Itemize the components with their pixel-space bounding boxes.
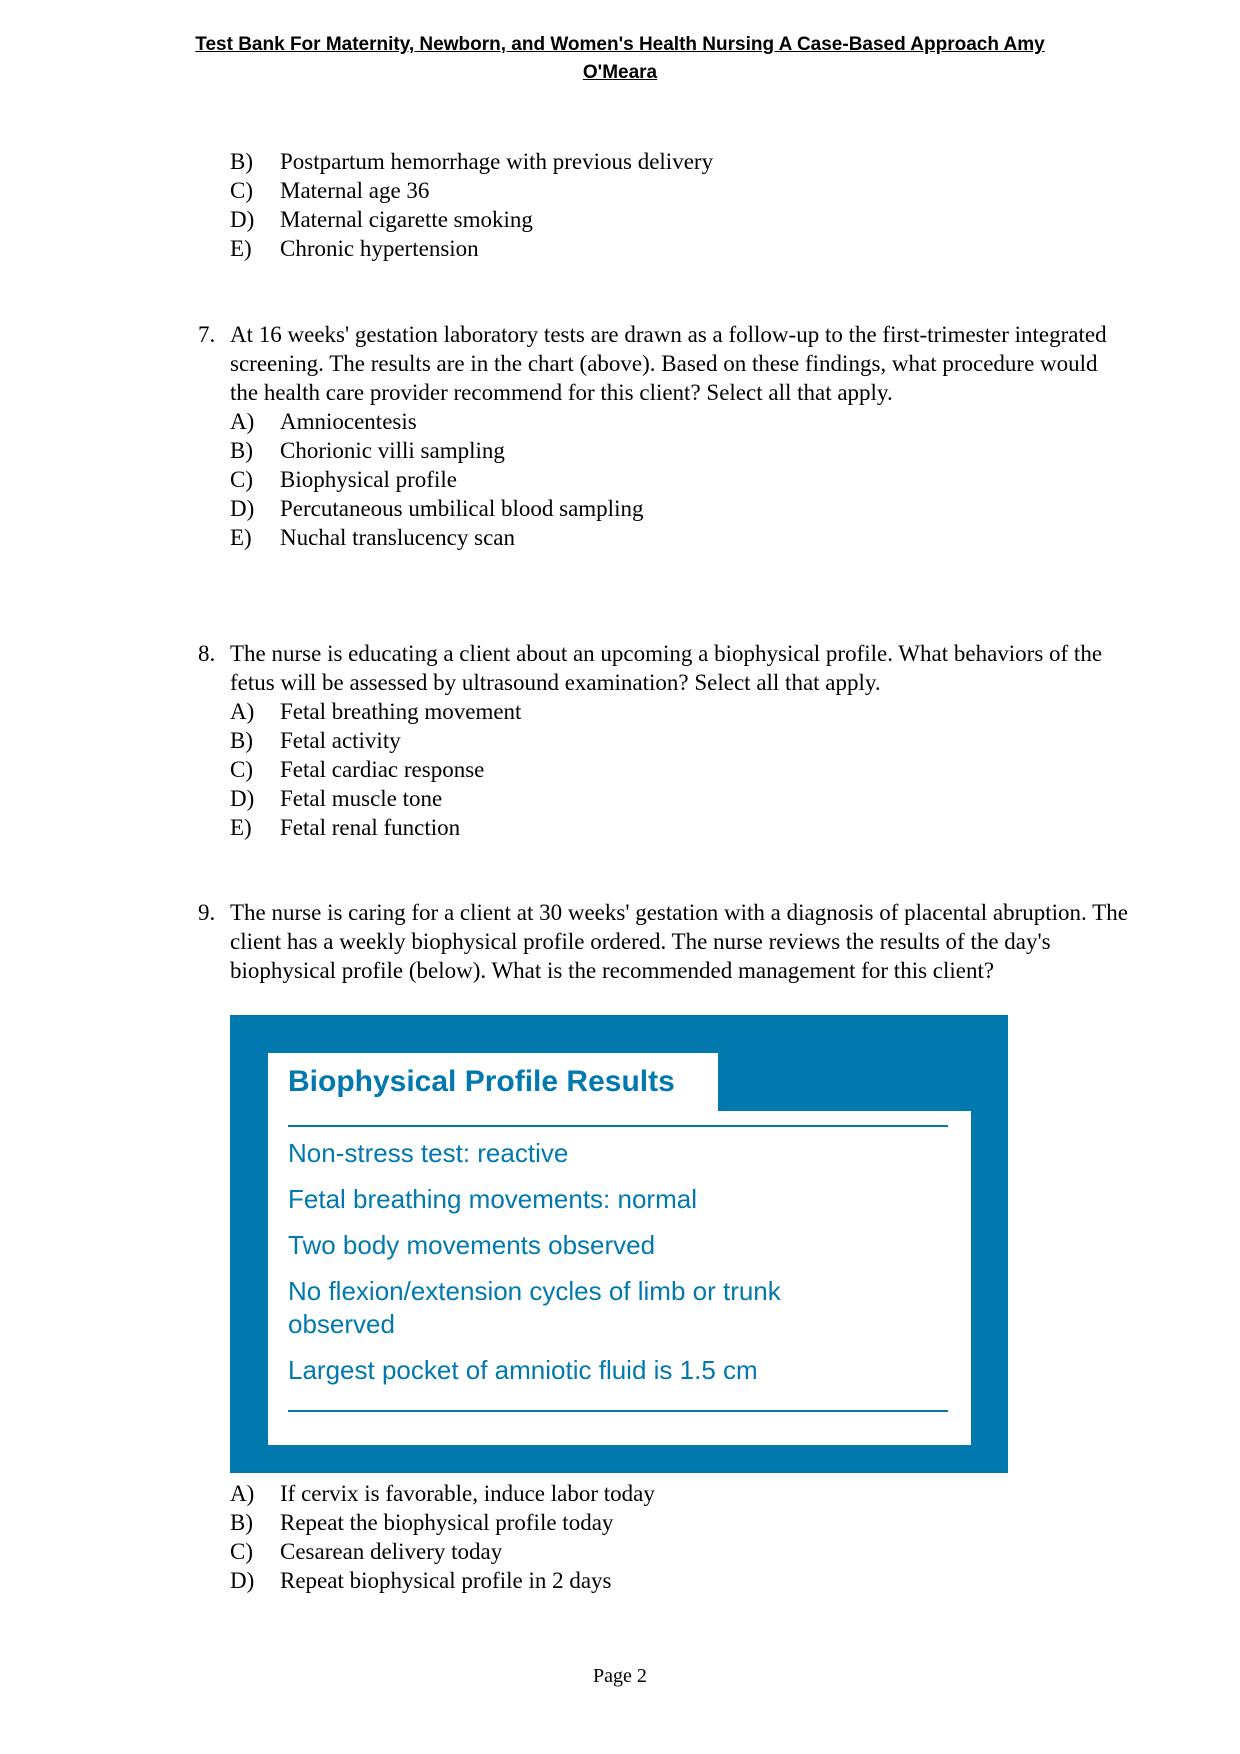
- option-letter: C): [230, 1539, 253, 1564]
- list-item: [0, 234, 1240, 263]
- option-letter: C): [230, 467, 253, 492]
- option-letter: C): [230, 757, 253, 782]
- list-item: [0, 407, 1240, 436]
- option-letter: B): [230, 728, 253, 753]
- question-text: The nurse is caring for a client at 30 weeks' gestation with a diagnosis of placental abruption. The client has a weekly biophysical profile ordered. The nurse reviews the results of the day's biophysical profile (below). What is the recommended management for this client?: [230, 900, 1128, 983]
- question-8: [0, 639, 1240, 842]
- option-letter: D): [230, 207, 255, 232]
- option-letter: A): [230, 699, 255, 724]
- list-item: [0, 813, 1240, 842]
- option-text: Percutaneous umbilical blood sampling: [280, 496, 644, 521]
- card-corner-notch: [718, 1053, 971, 1111]
- option-text: Cesarean delivery today: [280, 1539, 503, 1564]
- option-text: Maternal cigarette smoking: [280, 207, 533, 232]
- question-number: 8.: [198, 641, 216, 666]
- list-item: [0, 465, 1240, 494]
- list-item: [0, 1537, 1240, 1566]
- divider: [288, 1410, 948, 1412]
- question-number: 7.: [198, 322, 216, 347]
- question-9-options: [0, 1479, 1240, 1595]
- option-text: Fetal renal function: [280, 815, 461, 840]
- question-text: At 16 weeks' gestation laboratory tests are drawn as a follow-up to the first-trimester integrated screening. The results are in the chart (above). Based on these findings, what procedure would the health care provider recommend for this client? Select all that apply.: [230, 322, 1107, 405]
- list-item: [0, 784, 1240, 813]
- option-text: Amniocentesis: [280, 409, 417, 434]
- list-item: [0, 205, 1240, 234]
- option-text: Repeat biophysical profile in 2 days: [280, 1568, 612, 1593]
- list-item: [0, 147, 1240, 176]
- list-item: [0, 176, 1240, 205]
- option-text: Maternal age 36: [280, 178, 430, 203]
- biophysical-profile-card: [268, 1053, 971, 1445]
- option-text: Fetal activity: [280, 728, 401, 753]
- option-letter: E): [230, 815, 252, 840]
- option-text: If cervix is favorable, induce labor today: [280, 1481, 655, 1506]
- option-text: Postpartum hemorrhage with previous delivery: [280, 149, 714, 174]
- list-item: [0, 1479, 1240, 1508]
- option-letter: B): [230, 438, 253, 463]
- list-item: [0, 494, 1240, 523]
- option-text: Nuchal translucency scan: [280, 525, 516, 550]
- continued-options-list: [0, 147, 1240, 263]
- option-letter: B): [230, 149, 253, 174]
- question-text: The nurse is educating a client about an upcoming a biophysical profile. What behaviors of the fetus will be assessed by ultrasound examination? Select all that apply.: [230, 641, 1103, 695]
- option-text: Fetal muscle tone: [280, 786, 443, 811]
- document-header-title: Test Bank For Maternity, Newborn, and Women's Health Nursing A Case-Based Approach Amy O'Meara: [195, 34, 1045, 83]
- option-text: Fetal cardiac response: [280, 757, 485, 782]
- result-item: No flexion/extension cycles of limb or trunk observed: [288, 1276, 781, 1339]
- figure-title: Biophysical Profile Results: [288, 1065, 675, 1098]
- question-7: [0, 320, 1240, 552]
- option-letter: B): [230, 1510, 253, 1535]
- list-item: [0, 697, 1240, 726]
- divider: [288, 1125, 948, 1127]
- list-item: [0, 755, 1240, 784]
- question-number: 9.: [198, 900, 216, 925]
- list-item: [0, 1508, 1240, 1537]
- result-item: Non-stress test: reactive: [288, 1138, 569, 1168]
- option-letter: E): [230, 525, 252, 550]
- option-letter: E): [230, 236, 252, 261]
- biophysical-profile-figure: [230, 1015, 1008, 1473]
- option-text: Repeat the biophysical profile today: [280, 1510, 614, 1535]
- list-item: [0, 1566, 1240, 1595]
- option-letter: D): [230, 1568, 255, 1593]
- question-9: [0, 898, 1240, 985]
- list-item: [0, 726, 1240, 755]
- option-letter: D): [230, 496, 255, 521]
- option-letter: C): [230, 178, 253, 203]
- result-item: Two body movements observed: [288, 1230, 656, 1260]
- result-item: Fetal breathing movements: normal: [288, 1184, 697, 1214]
- results-list: [288, 1137, 948, 1400]
- option-letter: A): [230, 1481, 255, 1506]
- result-item: Largest pocket of amniotic fluid is 1.5 cm: [288, 1355, 758, 1385]
- option-text: Chorionic villi sampling: [280, 438, 505, 463]
- option-letter: A): [230, 409, 255, 434]
- option-text: Chronic hypertension: [280, 236, 479, 261]
- page-number: Page 2: [593, 1665, 647, 1687]
- option-text: Biophysical profile: [280, 467, 457, 492]
- list-item: [0, 436, 1240, 465]
- option-letter: D): [230, 786, 255, 811]
- list-item: [0, 523, 1240, 552]
- option-text: Fetal breathing movement: [280, 699, 522, 724]
